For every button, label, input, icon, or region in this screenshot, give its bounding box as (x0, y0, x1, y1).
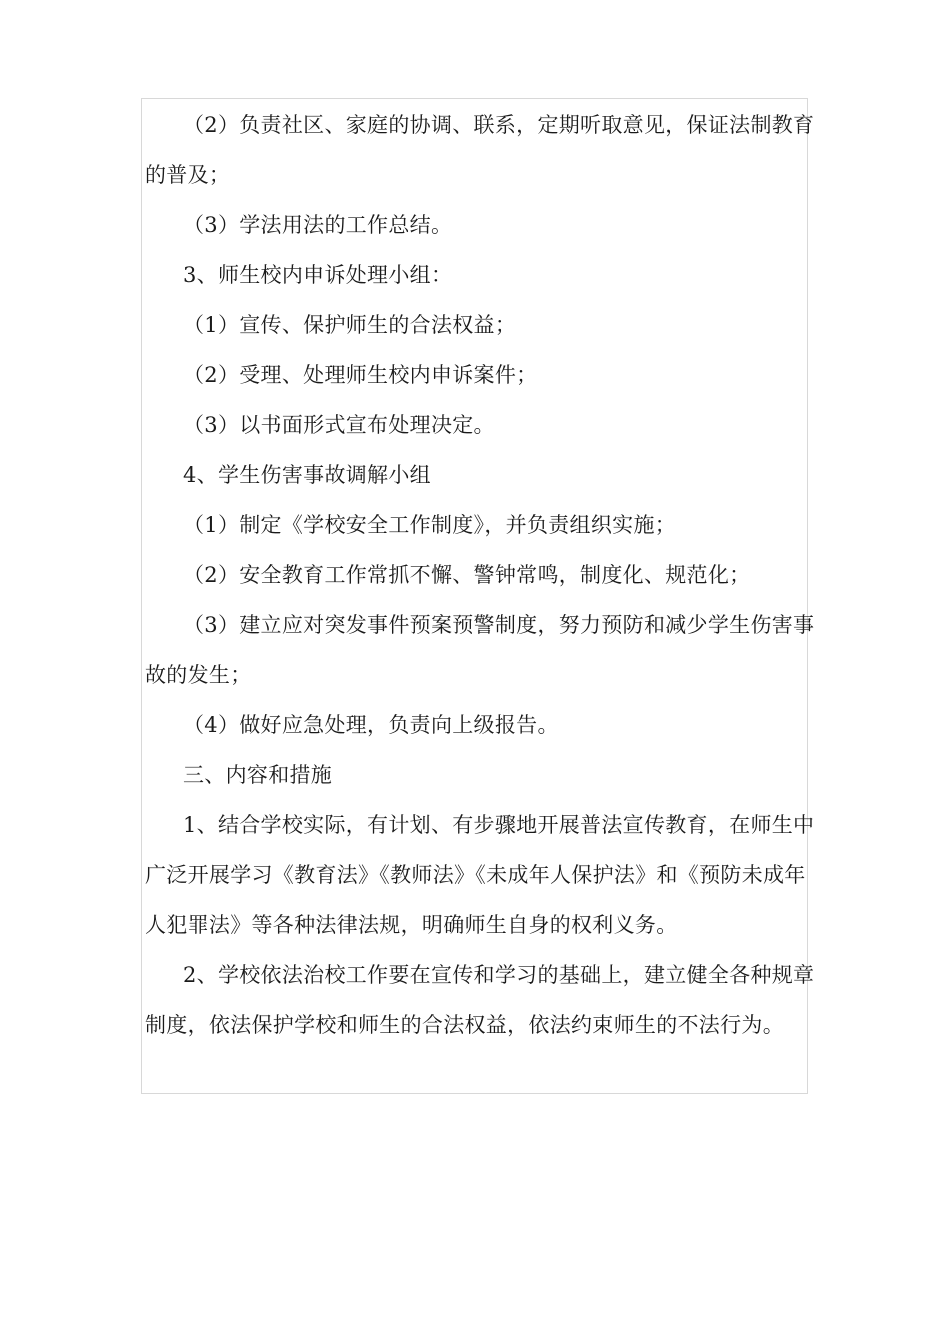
paragraph: 1、结合学校实际，有计划、有步骤地开展普法宣传教育，在师生中广泛开展学习《教育法》《教师法》《未成年人保护法》和《预防未成年人犯罪法》等各种法律法规，明确师生自身的权利义务。 (145, 813, 815, 937)
paragraph: （2）负责社区、家庭的协调、联系，定期听取意见，保证法制教育的普及； (145, 113, 815, 187)
paragraph: （2）受理、处理师生校内申诉案件； (183, 363, 538, 387)
document-body (145, 100, 817, 1050)
paragraph: 2、学校依法治校工作要在宣传和学习的基础上，建立健全各种规章制度，依法保护学校和师生的合法权益，依法约束师生的不法行为。 (145, 963, 815, 1037)
section-heading: 3、师生校内申诉处理小组： (183, 263, 453, 287)
paragraph: （1）宣传、保护师生的合法权益； (183, 313, 517, 337)
section-heading: 三、内容和措施 (183, 763, 333, 787)
paragraph: （4）做好应急处理，负责向上级报告。 (183, 713, 559, 737)
paragraph: （2）安全教育工作常抓不懈、警钟常鸣，制度化、规范化； (183, 563, 751, 587)
paragraph: （3）学法用法的工作总结。 (183, 213, 453, 237)
section-heading: 4、学生伤害事故调解小组 (183, 463, 431, 487)
paragraph: （3）以书面形式宣布处理决定。 (183, 413, 495, 437)
paragraph: （3）建立应对突发事件预案预警制度，努力预防和减少学生伤害事故的发生； (145, 613, 815, 687)
paragraph: （1）制定《学校安全工作制度》，并负责组织实施； (183, 513, 677, 537)
